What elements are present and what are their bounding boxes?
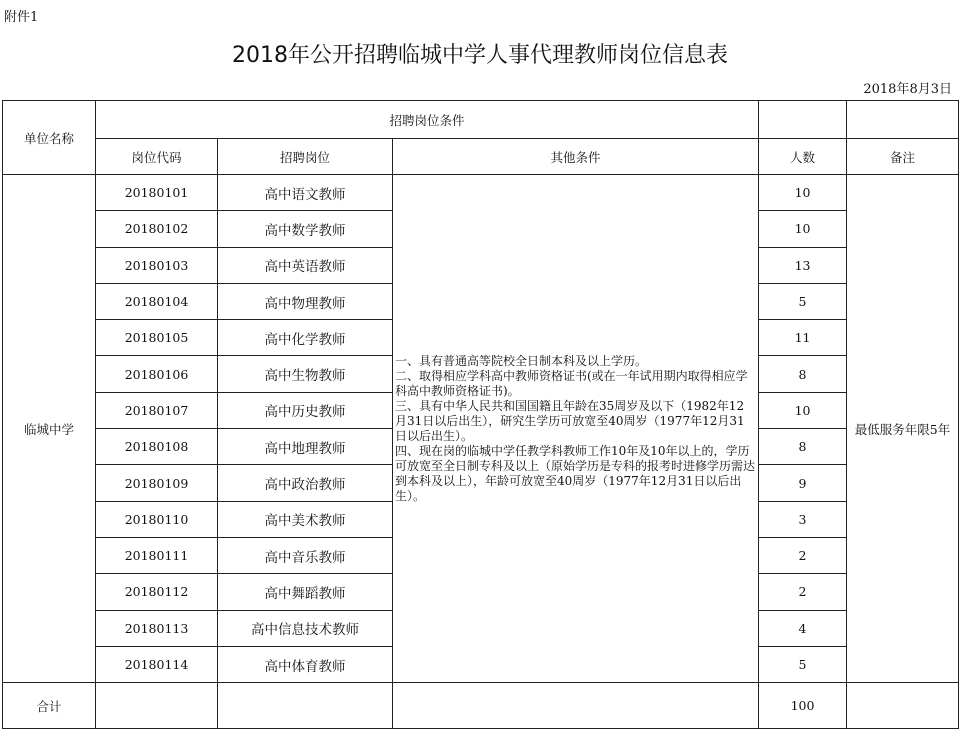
condition-item: 二、取得相应学科高中教师资格证书(或在一年试用期内取得相应学科高中教师资格证书)。 bbox=[395, 368, 748, 398]
header-count: 人数 bbox=[759, 139, 847, 175]
position-name: 高中数学教师 bbox=[218, 211, 393, 247]
headcount: 13 bbox=[759, 247, 847, 283]
position-name: 高中政治教师 bbox=[218, 465, 393, 501]
position-name: 高中物理教师 bbox=[218, 283, 393, 319]
position-code: 20180113 bbox=[96, 610, 218, 646]
headcount: 10 bbox=[759, 175, 847, 211]
headcount: 5 bbox=[759, 283, 847, 319]
headcount: 5 bbox=[759, 646, 847, 682]
position-name: 高中英语教师 bbox=[218, 247, 393, 283]
headcount: 2 bbox=[759, 574, 847, 610]
position-code: 20180109 bbox=[96, 465, 218, 501]
position-code: 20180108 bbox=[96, 429, 218, 465]
position-name: 高中音乐教师 bbox=[218, 537, 393, 573]
condition-item: 四、现在岗的临城中学任教学科教师工作10年及10年以上的，学历可放宽至全日制专科及以上（原始学历是专科的报考时进修学历需达到本科及以上），年龄可放宽至40周岁（1977年12月31日以后出生）。 bbox=[395, 443, 756, 503]
headcount: 2 bbox=[759, 537, 847, 573]
page-title: 2018年公开招聘临城中学人事代理教师岗位信息表 bbox=[232, 43, 728, 68]
position-code: 20180111 bbox=[96, 537, 218, 573]
headcount: 9 bbox=[759, 465, 847, 501]
position-name: 高中信息技术教师 bbox=[218, 610, 393, 646]
header-unit-name: 单位名称 bbox=[3, 101, 96, 175]
position-code: 20180101 bbox=[96, 175, 218, 211]
headcount: 10 bbox=[759, 211, 847, 247]
blank-cell bbox=[96, 683, 218, 729]
position-name: 高中体育教师 bbox=[218, 646, 393, 682]
header-remark: 备注 bbox=[847, 139, 959, 175]
headcount: 4 bbox=[759, 610, 847, 646]
attachment-label: 附件1 bbox=[4, 10, 39, 25]
position-name: 高中生物教师 bbox=[218, 356, 393, 392]
remark: 最低服务年限5年 bbox=[847, 175, 959, 683]
headcount: 8 bbox=[759, 356, 847, 392]
header-blank bbox=[759, 101, 847, 139]
blank-cell bbox=[218, 683, 393, 729]
position-name: 高中地理教师 bbox=[218, 429, 393, 465]
unit-name: 临城中学 bbox=[3, 175, 96, 683]
header-position: 招聘岗位 bbox=[218, 139, 393, 175]
condition-item: 三、具有中华人民共和国国籍且年龄在35周岁及以下（1982年12月31日以后出生），研究生学历可放宽至40周岁（1977年12月31日以后出生）。 bbox=[395, 398, 745, 443]
position-name: 高中历史教师 bbox=[218, 392, 393, 428]
position-code: 20180106 bbox=[96, 356, 218, 392]
table-row bbox=[3, 175, 959, 211]
header-code: 岗位代码 bbox=[96, 139, 218, 175]
headcount: 10 bbox=[759, 392, 847, 428]
headcount: 3 bbox=[759, 501, 847, 537]
other-conditions bbox=[393, 175, 759, 683]
total-label: 合计 bbox=[3, 683, 96, 729]
position-code: 20180114 bbox=[96, 646, 218, 682]
header-blank bbox=[847, 101, 959, 139]
headcount: 8 bbox=[759, 429, 847, 465]
position-code: 20180104 bbox=[96, 283, 218, 319]
header-other: 其他条件 bbox=[393, 139, 759, 175]
position-code: 20180102 bbox=[96, 211, 218, 247]
position-code: 20180112 bbox=[96, 574, 218, 610]
position-code: 20180110 bbox=[96, 501, 218, 537]
positions-table bbox=[2, 100, 959, 729]
total-count: 100 bbox=[759, 683, 847, 729]
position-code: 20180103 bbox=[96, 247, 218, 283]
document-date: 2018年8月3日 bbox=[863, 82, 952, 97]
position-code: 20180105 bbox=[96, 320, 218, 356]
total-row bbox=[3, 683, 959, 729]
blank-cell bbox=[847, 683, 959, 729]
blank-cell bbox=[393, 683, 759, 729]
position-code: 20180107 bbox=[96, 392, 218, 428]
position-name: 高中美术教师 bbox=[218, 501, 393, 537]
headcount: 11 bbox=[759, 320, 847, 356]
position-name: 高中舞蹈教师 bbox=[218, 574, 393, 610]
position-name: 高中语文教师 bbox=[218, 175, 393, 211]
position-name: 高中化学教师 bbox=[218, 320, 393, 356]
condition-item: 一、具有普通高等院校全日制本科及以上学历。 bbox=[395, 353, 648, 368]
header-conditions-group: 招聘岗位条件 bbox=[96, 101, 759, 139]
